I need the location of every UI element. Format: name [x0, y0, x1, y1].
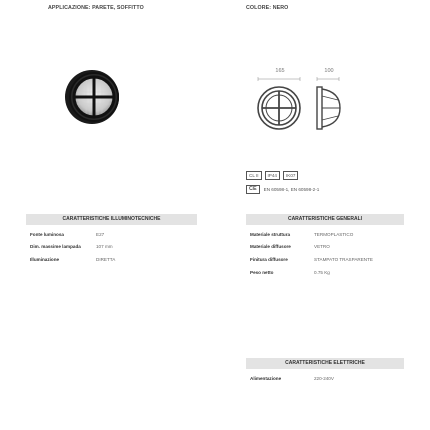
general-row-label: Materiale struttura [250, 232, 291, 237]
general-row-label: Finitura diffusore [250, 257, 288, 262]
electrical-row-label: Alimentazione [250, 376, 282, 381]
depth-dimension: 100 [324, 68, 334, 74]
product-image [62, 66, 126, 130]
norms-text: EN 60598-1, EN 60598-2-1 [263, 187, 320, 192]
general-row-value: VETRO [314, 244, 330, 249]
lighting-row-label: Illuminazione [30, 257, 60, 262]
general-row-value: 0.75 Kg [314, 270, 330, 275]
class-ii-badge: CL II [246, 171, 262, 180]
general-row-label: Materiale diffusore [250, 244, 291, 249]
general-section-title: CARATTERISTICHE GENERALI [246, 214, 404, 225]
ip44-badge: IP44 [265, 171, 280, 180]
technical-drawing [254, 76, 346, 134]
lighting-row-label: Fonte luminosa [30, 232, 64, 237]
application-label: APPLICAZIONE: PARETE, SOFFITTO [48, 5, 144, 11]
lighting-row-label: Dim. massime lampada [30, 244, 81, 249]
electrical-row-value: 220-240V [314, 376, 334, 381]
ce-mark: CE [246, 185, 260, 194]
ik07-badge: IK07 [283, 171, 298, 180]
certification-badges [246, 171, 298, 180]
lighting-row-value: E27 [96, 232, 105, 237]
lighting-row-value: 107 mm [96, 244, 113, 249]
width-dimension: 165 [275, 68, 285, 74]
lighting-section-title: CARATTERISTICHE ILLUMINOTECNICHE [26, 214, 197, 225]
lighting-row-value: DIRETTA [96, 257, 116, 262]
general-row-label: Peso netto [250, 270, 274, 275]
electrical-section-title: CARATTERISTICHE ELETTRICHE [246, 358, 404, 369]
general-row-value: TERMOPLASTICO [314, 232, 354, 237]
norms-row [246, 185, 319, 194]
color-label: COLORE: NERO [246, 5, 289, 11]
general-row-value: STAMPATO TRASPARENTE [314, 257, 373, 262]
